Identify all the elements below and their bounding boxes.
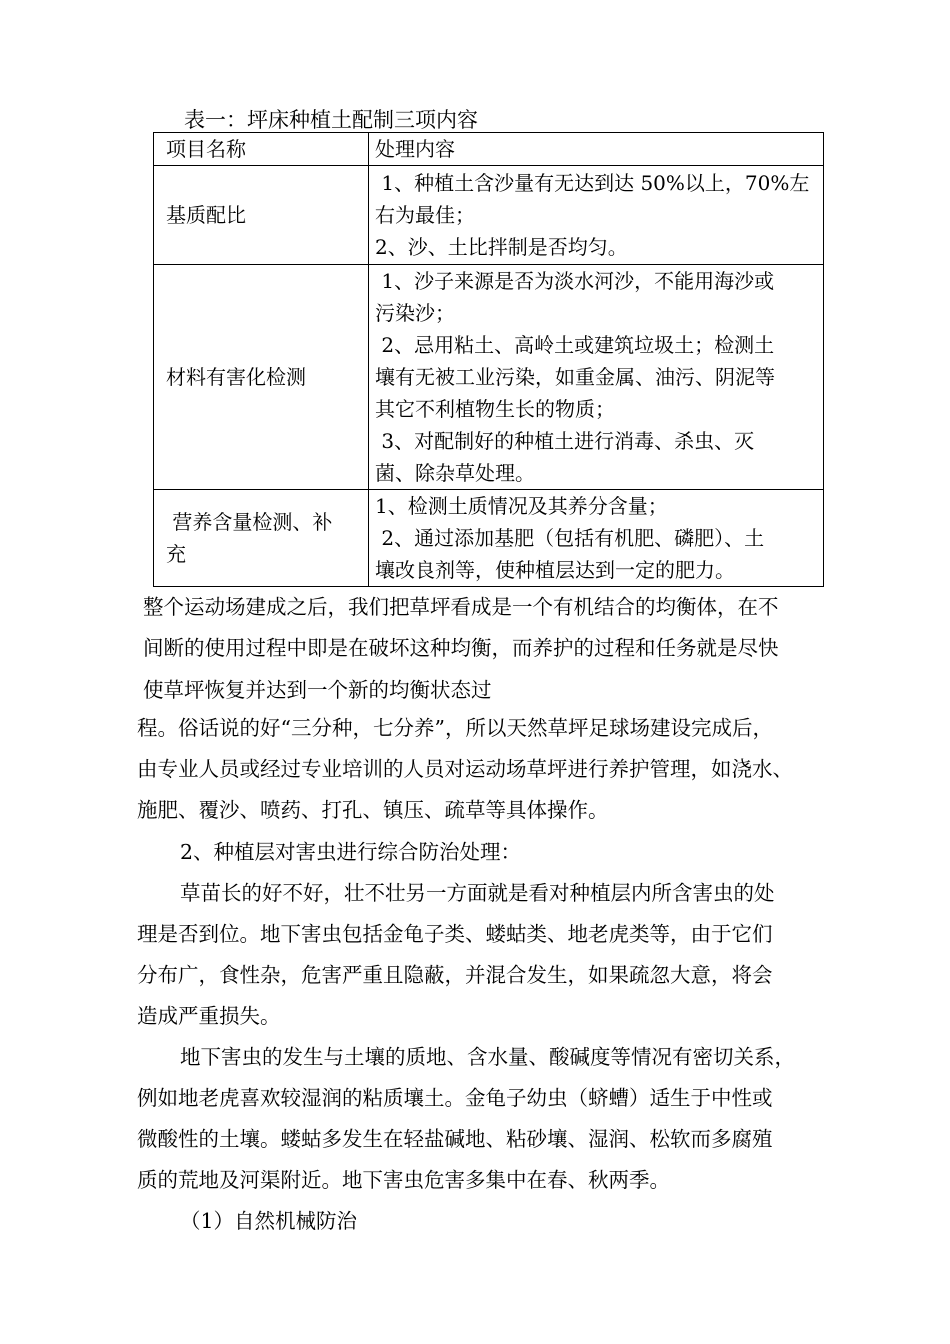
body-line: 微酸性的土壤。蝼蛄多发生在轻盐碱地、粘砂壤、湿润、松软而多腐殖 <box>137 1127 773 1151</box>
cell-line: 1、种植土含沙量有无达到达 50%以上，70%左 <box>375 171 810 195</box>
cell-line: 右为最佳； <box>375 203 475 227</box>
body-line: 分布广，食性杂，危害严重且隐蔽，并混合发生，如果疏忽大意，将会 <box>137 963 773 987</box>
row-content-cell <box>369 166 824 265</box>
table-caption: 表一：坪床种植土配制三项内容 <box>184 108 478 132</box>
header-content: 处理内容 <box>369 133 824 166</box>
body-line: 质的荒地及河渠附近。地下害虫危害多集中在春、秋两季。 <box>137 1168 670 1192</box>
body-line: 草苗长的好不好，壮不壮另一方面就是看对种植层内所含害虫的处 <box>180 881 775 905</box>
cell-line: 污染沙； <box>375 301 455 325</box>
row-content-cell <box>369 490 824 587</box>
header-item-name: 项目名称 <box>154 133 369 166</box>
cell-line: 1、检测土质情况及其养分含量； <box>375 494 668 518</box>
row-name-cell <box>154 490 369 587</box>
row-content-cell <box>369 265 824 490</box>
row-name-cell <box>154 265 369 490</box>
cell-line: 材料有害化检测 <box>166 365 306 389</box>
body-line: 整个运动场建成之后，我们把草坪看成是一个有机结合的均衡体，在不 <box>143 595 779 619</box>
body-line: 由专业人员或经过专业培训的人员对运动场草坪进行养护管理，如浇水、 <box>137 757 793 781</box>
cell-line: 菌、除杂草处理。 <box>375 461 535 485</box>
cell-line: 其它不利植物生长的物质； <box>375 397 615 421</box>
body-line: 理是否到位。地下害虫包括金龟子类、蝼蛄类、地老虎类等，由于它们 <box>137 922 773 946</box>
body-line: 例如地老虎喜欢较湿润的粘质壤土。金龟子幼虫（蛴螬）适生于中性或 <box>137 1086 773 1110</box>
body-line: 使草坪恢复并达到一个新的均衡状态过 <box>143 678 492 702</box>
soil-preparation-table <box>153 132 824 587</box>
section-heading: 2、种植层对害虫进行综合防治处理： <box>180 840 522 864</box>
body-line: 程。俗话说的好“三分种，七分养”，所以天然草坪足球场建设完成后， <box>137 716 773 740</box>
table-row <box>154 490 824 587</box>
body-line: 造成严重损失。 <box>137 1004 281 1028</box>
cell-line: 壤有无被工业污染，如重金属、油污、阴泥等 <box>375 365 775 389</box>
table-row <box>154 265 824 490</box>
cell-line: 充 <box>166 542 186 566</box>
sub-heading: （1）自然机械防治 <box>180 1209 358 1233</box>
cell-line: 营养含量检测、补 <box>166 510 333 534</box>
cell-line: 1、沙子来源是否为淡水河沙，不能用海沙或 <box>375 269 775 293</box>
body-line: 间断的使用过程中即是在破坏这种均衡，而养护的过程和任务就是尽快 <box>143 636 779 660</box>
body-line: 施肥、覆沙、喷药、打孔、镇压、疏草等具体操作。 <box>137 798 609 822</box>
row-name-cell <box>154 166 369 265</box>
body-line: 地下害虫的发生与土壤的质地、含水量、酸碱度等情况有密切关系， <box>180 1045 795 1069</box>
cell-line: 壤改良剂等，使种植层达到一定的肥力。 <box>375 558 735 582</box>
cell-line: 3、对配制好的种植土进行消毒、杀虫、灭 <box>375 429 755 453</box>
cell-line: 基质配比 <box>166 203 246 227</box>
cell-line: 2、沙、土比拌制是否均匀。 <box>375 235 628 259</box>
cell-line: 2、通过添加基肥（包括有机肥、磷肥）、土 <box>375 526 765 550</box>
table-header-row <box>154 133 824 166</box>
table-row <box>154 166 824 265</box>
cell-line: 2、忌用粘土、高岭土或建筑垃圾土；检测土 <box>375 333 775 357</box>
